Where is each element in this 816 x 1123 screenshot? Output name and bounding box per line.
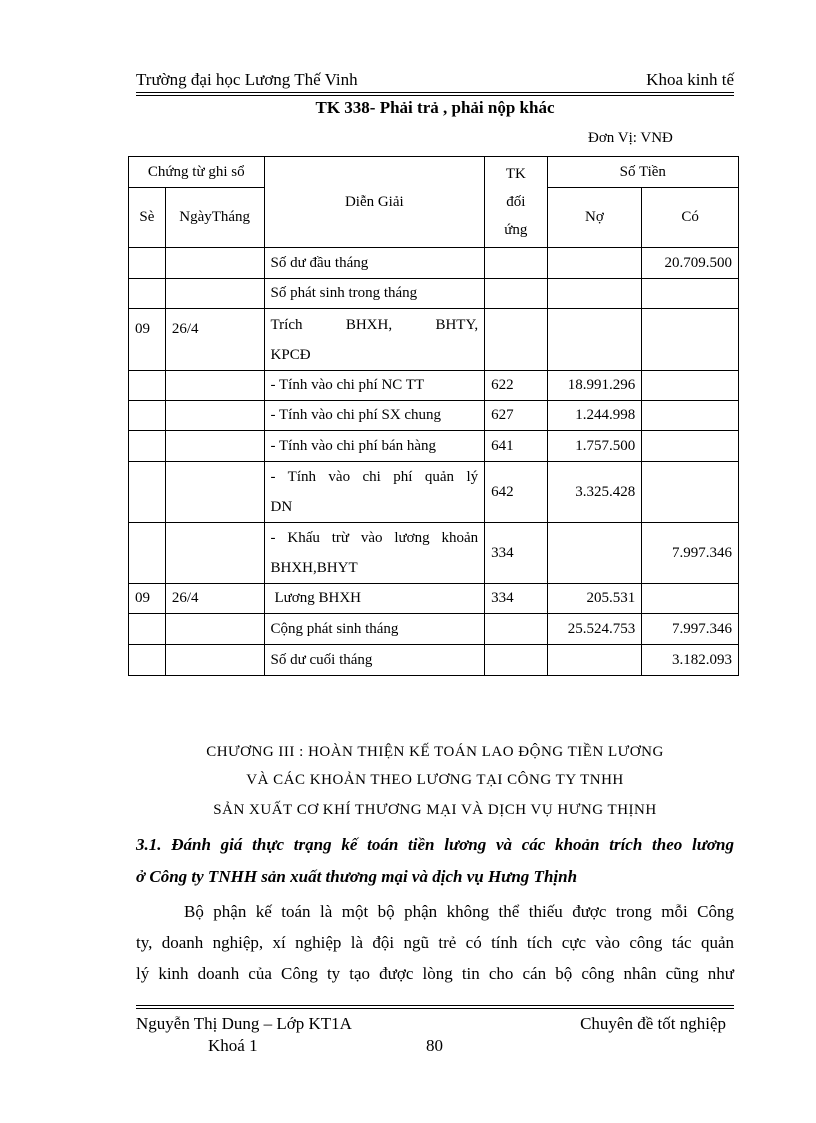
cell-credit — [642, 584, 739, 614]
cell-credit: 7.997.346 — [642, 523, 739, 584]
cell-account: 641 — [485, 431, 547, 462]
cell-desc — [264, 523, 485, 584]
cell-desc — [264, 462, 485, 523]
currency-unit: Đơn Vị: VNĐ — [588, 130, 673, 146]
cell-desc: Số phát sinh trong tháng — [264, 279, 485, 309]
cell-date — [165, 523, 264, 584]
table-row — [129, 523, 739, 584]
cell-no — [129, 462, 166, 523]
cell-no — [129, 645, 166, 676]
cell-debit — [547, 645, 642, 676]
header-no: Sè — [129, 188, 166, 248]
table-header-row — [129, 157, 739, 188]
cell-desc: - Tính vào chi phí SX chung — [264, 401, 485, 431]
cell-desc — [264, 309, 485, 371]
cell-credit — [642, 309, 739, 371]
table-row — [129, 645, 739, 676]
cell-no — [129, 279, 166, 309]
cell-credit — [642, 401, 739, 431]
table-row — [129, 431, 739, 462]
cell-date — [165, 371, 264, 401]
header-credit: Có — [642, 188, 739, 248]
cell-date — [165, 279, 264, 309]
cell-no: 09 — [129, 309, 166, 371]
cell-debit — [547, 309, 642, 371]
table-row — [129, 371, 739, 401]
table-row — [129, 401, 739, 431]
header-account-1: TK — [505, 166, 526, 182]
cell-no — [129, 614, 166, 645]
footer-course: Khoá 1 — [208, 1036, 258, 1055]
header-amount: Số Tiền — [547, 157, 738, 188]
cell-debit: 205.531 — [547, 584, 642, 614]
paragraph-line-2: ty, doanh nghiệp, xí nghiệp là đội ngũ trẻ có tính tích cực vào công tác quản — [136, 933, 734, 952]
body-paragraph — [136, 896, 734, 989]
cell-debit: 25.524.753 — [547, 614, 642, 645]
table-row — [129, 248, 739, 279]
cell-date — [165, 645, 264, 676]
cell-date — [165, 248, 264, 279]
cell-account — [485, 309, 547, 371]
section-heading-line1: 3.1. Đánh giá thực trạng kế toán tiền lương và các khoản trích theo lương — [136, 835, 734, 854]
cell-debit — [547, 523, 642, 584]
cell-no — [129, 523, 166, 584]
cell-no — [129, 431, 166, 462]
cell-credit — [642, 431, 739, 462]
cell-date — [165, 431, 264, 462]
cell-credit: 3.182.093 — [642, 645, 739, 676]
cell-debit — [547, 279, 642, 309]
header-rule — [136, 92, 734, 96]
header-account-2: đối — [506, 194, 526, 210]
cell-debit — [547, 248, 642, 279]
paragraph-line-1: Bộ phận kế toán là một bộ phận không thể thiếu được trong mỗi Công — [184, 902, 734, 921]
ledger-table — [128, 156, 739, 676]
chapter-line-1: CHƯƠNG III : HOÀN THIỆN KẾ TOÁN LAO ĐỘNG TIỀN LƯƠNG — [206, 744, 664, 760]
header-school: Trường đại học Lương Thế Vinh — [136, 70, 358, 89]
cell-desc: - Tính vào chi phí NC TT — [264, 371, 485, 401]
header-faculty: Khoa kinh tế — [646, 70, 734, 89]
cell-no — [129, 371, 166, 401]
cell-debit: 3.325.428 — [547, 462, 642, 523]
cell-desc-line2: KPCĐ — [270, 346, 311, 363]
header-debit: Nợ — [547, 188, 642, 248]
cell-desc-line1: - Tính vào chi phí quản lý — [270, 469, 479, 485]
account-title: TK 338- Phải trả , phải nộp khác — [315, 98, 555, 117]
cell-date — [165, 401, 264, 431]
cell-debit: 18.991.296 — [547, 371, 642, 401]
page-number: 80 — [426, 1036, 443, 1055]
section-heading — [136, 835, 734, 855]
table-row — [129, 279, 739, 309]
header-date: NgàyTháng — [165, 188, 264, 248]
paragraph-line-3: lý kinh doanh của Công ty tạo được lòng tin cho cán bộ công nhân cũng như — [136, 964, 734, 983]
cell-desc: Lương BHXH — [264, 584, 485, 614]
cell-account — [485, 279, 547, 309]
cell-account — [485, 614, 547, 645]
cell-desc: Số dư đầu tháng — [264, 248, 485, 279]
cell-account: 642 — [485, 462, 547, 523]
header-account-3: ứng — [504, 222, 528, 238]
cell-date: 26/4 — [165, 584, 264, 614]
cell-credit: 7.997.346 — [642, 614, 739, 645]
cell-desc-line2: DN — [270, 499, 293, 515]
cell-date — [165, 462, 264, 523]
cell-account: 334 — [485, 523, 547, 584]
table-row — [129, 462, 739, 523]
cell-no: 09 — [129, 584, 166, 614]
cell-account — [485, 248, 547, 279]
section-heading-line2: ở Công ty TNHH sản xuất thương mại và dịch vụ Hưng Thịnh — [136, 867, 578, 886]
cell-credit — [642, 371, 739, 401]
cell-desc-line2: BHXH,BHYT — [270, 560, 358, 576]
cell-account: 622 — [485, 371, 547, 401]
chapter-line-3: SẢN XUẤT CƠ KHÍ THƯƠNG MẠI VÀ DỊCH VỤ HƯNG THỊNH — [213, 802, 657, 818]
cell-desc-line1: Trích BHXH, BHTY, — [270, 316, 479, 333]
header-voucher: Chứng từ ghi sổ — [129, 157, 265, 188]
footer-rule — [136, 1005, 734, 1009]
page-header — [136, 70, 734, 92]
table-row — [129, 309, 739, 371]
cell-credit — [642, 462, 739, 523]
cell-desc-line1: - Khấu trừ vào lương khoản — [270, 530, 479, 546]
header-account — [485, 157, 547, 248]
footer-author: Nguyễn Thị Dung – Lớp KT1A — [136, 1014, 352, 1033]
cell-account — [485, 645, 547, 676]
footer-topic: Chuyên đề tốt nghiệp — [580, 1014, 726, 1033]
cell-desc: - Tính vào chi phí bán hàng — [264, 431, 485, 462]
cell-no — [129, 248, 166, 279]
cell-debit: 1.244.998 — [547, 401, 642, 431]
cell-account: 627 — [485, 401, 547, 431]
table-row — [129, 614, 739, 645]
header-description: Diễn Giải — [264, 157, 485, 248]
cell-no — [129, 401, 166, 431]
cell-credit: 20.709.500 — [642, 248, 739, 279]
chapter-line-2: VÀ CÁC KHOẢN THEO LƯƠNG TẠI CÔNG TY TNHH — [246, 772, 624, 788]
cell-date: 26/4 — [165, 309, 264, 371]
cell-desc: Số dư cuối tháng — [264, 645, 485, 676]
table-row — [129, 584, 739, 614]
cell-desc: Cộng phát sinh tháng — [264, 614, 485, 645]
cell-debit: 1.757.500 — [547, 431, 642, 462]
cell-date — [165, 614, 264, 645]
cell-account: 334 — [485, 584, 547, 614]
cell-credit — [642, 279, 739, 309]
